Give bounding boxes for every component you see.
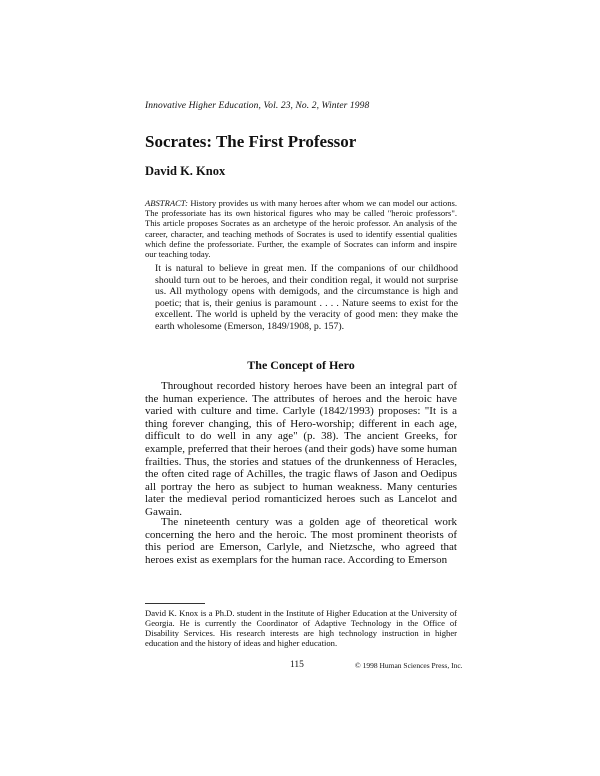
section-heading: The Concept of Hero (247, 358, 355, 372)
body-paragraph: Throughout recorded history heroes have been an integral part of the human experience. The attributes of heroes and the heroic have varied with culture and time. Carlyle (1842/1993) proposes: "It is a thing forever changing, this of Hero-worship; different in each age, difficult to do well in any age" (p. 38). The ancient Greeks, for example, preferred that their heroes (and their gods) have some human frailties. Thus, the stories and statues of the drunkenness of Heracles, the often cited rage of Achilles, the tragic flaws of Jason and Oedipus all portray the hero as subject to human weakness. Many centuries later the medieval period romanticized heroes such as Lancelot and Gawain. (145, 380, 457, 518)
abstract-text: History provides us with many heroes after whom we can model our actions. The professoriate has its own historical figures who may be called "heroic professors". This article proposes Socrates as an archetype of the heroic professor. An analysis of the career, character, and teaching methods of Socrates is used to identify essential qualities which define the professoriate. Further, the example of Socrates can inform and inspire our teaching today. (145, 198, 457, 260)
article-author: David K. Knox (145, 164, 226, 178)
article-title: Socrates: The First Professor (145, 132, 357, 151)
copyright-notice: © 1998 Human Sciences Press, Inc. (355, 661, 463, 670)
body-paragraph: The nineteenth century was a golden age of theoretical work concerning the hero and the heroic. The most prominent theorists of this period are Emerson, Carlyle, and Nietzsche, who agreed that heroes exist as exemplars for the human race. According to Emerson (145, 516, 457, 566)
page-number: 115 (290, 660, 304, 670)
journal-citation: Innovative Higher Education, Vol. 23, No. 2, Winter 1998 (145, 101, 370, 111)
abstract-label: ABSTRACT: (145, 198, 188, 208)
footnote-divider (145, 603, 205, 604)
abstract (145, 198, 457, 259)
author-footnote: David K. Knox is a Ph.D. student in the Institute of Higher Education at the University of Georgia. He is currently the Coordinator of Adaptive Technology in the Office of Disability Services. His research interests are high technology instruction in higher education and the history of ideas and higher education. (145, 608, 457, 648)
epigraph-quote: It is natural to believe in great men. If the companions of our childhood should turn out to be heroes, and their condition regal, it would not surprise us. All mythology opens with demigods, and the circumstance is high and poetic; that is, their genius is paramount . . . . Nature seems to exist for the excellent. The world is upheld by the veracity of good men: they make the earth wholesome (Emerson, 1849/1908, p. 157). (155, 263, 458, 332)
